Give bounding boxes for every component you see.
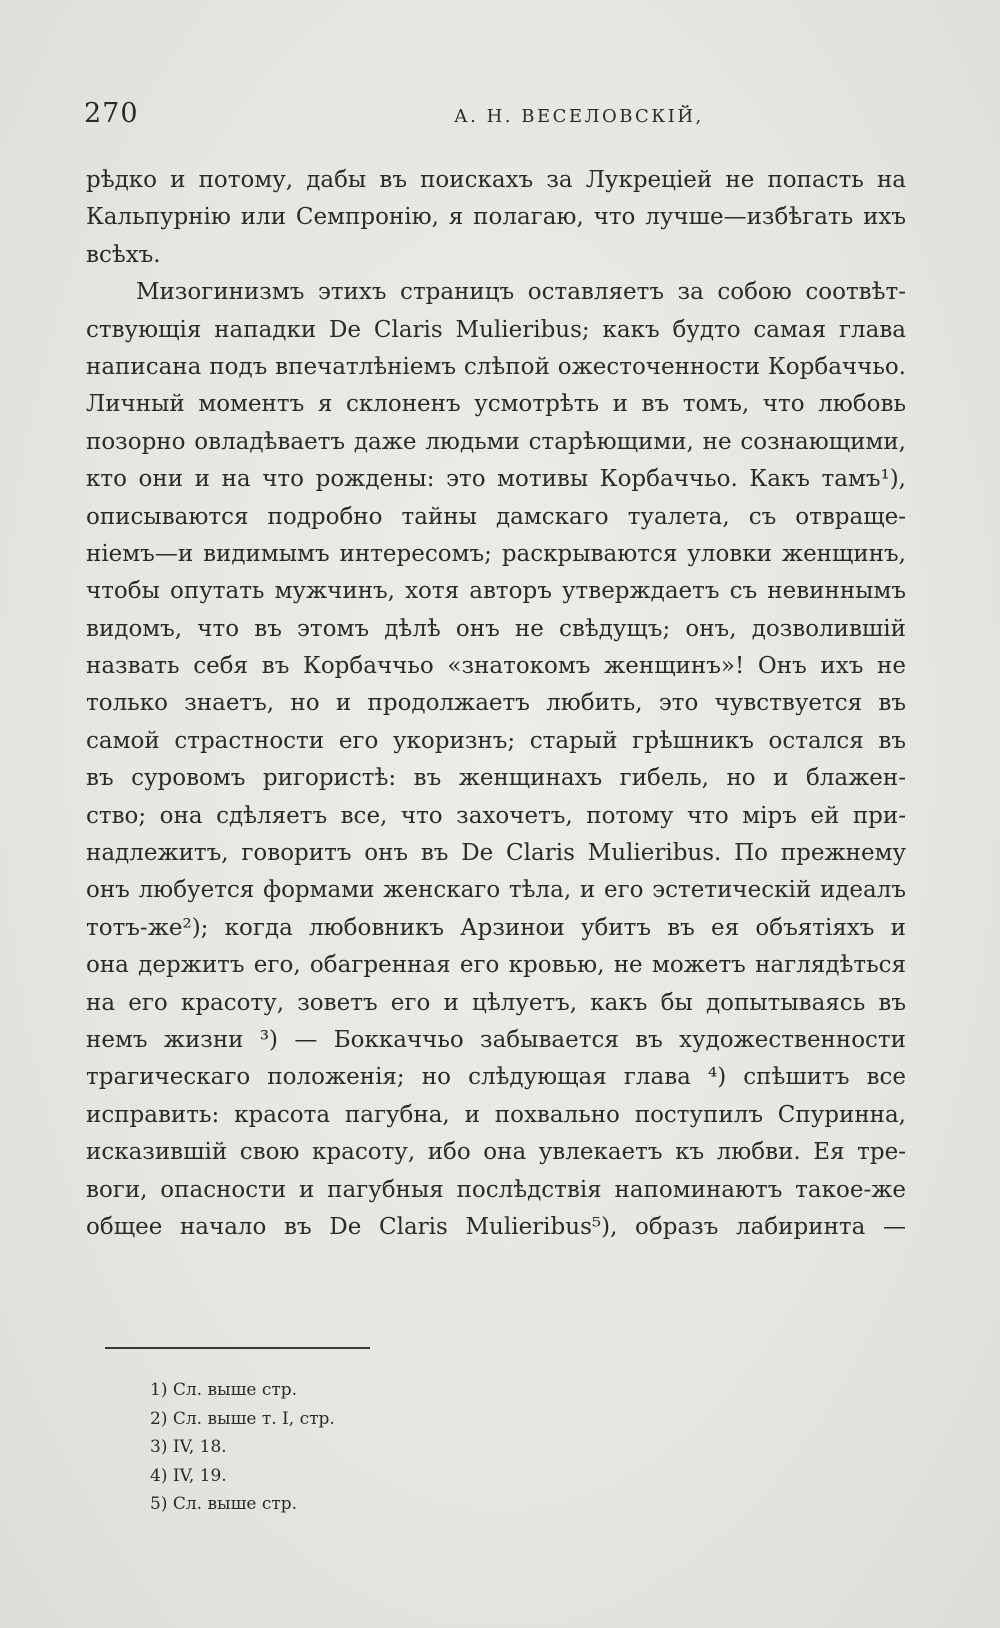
running-head: А. Н. ВЕСЕЛОВСКІЙ, (454, 106, 704, 127)
text-line: самой страстности его укоризнъ; старый грѣшникъ остался въ (86, 727, 906, 754)
text-line: въ суровомъ ригористѣ: въ женщинахъ гибель, но и блажен- (86, 765, 906, 792)
text-line: кто они и на что рождены: это мотивы Корбаччьо. Какъ тамъ¹), (86, 466, 906, 493)
text-line: тотъ-же²); когда любовникъ Арзинои убитъ въ ея объятіяхъ и (86, 914, 906, 941)
text-line: общее начало въ De Claris Mulieribus⁵), образъ лабиринта — (86, 1213, 906, 1240)
text-line: она держитъ его, обагренная его кровью, не можетъ наглядѣться (86, 952, 906, 979)
page-header (84, 98, 904, 138)
text-line: Личный моментъ я склоненъ усмотрѣть и въ томъ, что любовь (86, 391, 906, 418)
text-line: чтобы опутать мужчинъ, хотя авторъ утверждаетъ съ невиннымъ (86, 578, 906, 605)
text-line: онъ любуется формами женскаго тѣла, и его эстетическій идеалъ (86, 877, 906, 904)
text-line: ствующія нападки De Claris Mulieribus; какъ будто самая глава (86, 316, 906, 343)
text-line: видомъ, что въ этомъ дѣлѣ онъ не свѣдущъ; онъ, дозволившій (86, 615, 906, 642)
text-line: всѣхъ. (86, 241, 161, 268)
footnote: 4) IV, 19. (150, 1465, 227, 1486)
text-line: описываются подробно тайны дамскаго туалета, съ отвраще- (86, 503, 906, 530)
footnote-divider (105, 1347, 370, 1349)
text-line: написана подъ впечатлѣніемъ слѣпой ожесточенности Корбаччьо. (86, 353, 906, 380)
footnote: 5) Сл. выше стр. (150, 1494, 298, 1514)
text-line: ніемъ—и видимымъ интересомъ; раскрываются уловки женщинъ, (86, 540, 906, 567)
text-line: исправить: красота пагубна, и похвально поступилъ Спуринна, (86, 1101, 906, 1128)
footnote: 1) Сл. выше стр. (150, 1380, 298, 1400)
text-line: рѣдко и потому, дабы въ поискахъ за Лукреціей не попасть на (86, 167, 906, 193)
text-line: Мизогинизмъ этихъ страницъ оставляетъ за собою соотвѣт- (136, 279, 906, 306)
body-text (86, 162, 906, 1246)
page-number: 270 (84, 98, 139, 129)
footnote: 2) Сл. выше т. I, стр. (150, 1408, 335, 1429)
text-line: надлежитъ, говоритъ онъ въ De Claris Mulieribus. По прежнему (86, 840, 906, 867)
text-line: позорно овладѣваетъ даже людьми старѣющими, не сознающими, (86, 428, 906, 455)
text-line: на его красоту, зоветъ его и цѣлуетъ, какъ бы допытываясь въ (86, 989, 906, 1016)
text-line: немъ жизни ³) — Боккаччьо забывается въ художественности (86, 1026, 906, 1053)
text-line: назвать себя въ Корбаччьо «знатокомъ женщинъ»! Онъ ихъ не (86, 653, 906, 680)
text-line: только знаетъ, но и продолжаетъ любить, это чувствуется въ (86, 690, 906, 717)
text-line: трагическаго положенія; но слѣдующая глава ⁴) спѣшитъ все (86, 1064, 906, 1091)
text-line: воги, опасности и пагубныя послѣдствія напоминаютъ такое-же (86, 1176, 906, 1203)
text-line: Кальпурнію или Семпронію, я полагаю, что лучше—избѣгать ихъ (86, 204, 906, 231)
footnote: 3) IV, 18. (150, 1437, 227, 1457)
text-line: исказившій свою красоту, ибо она увлекаетъ къ любви. Ея тре- (86, 1139, 906, 1166)
text-line: ство; она сдѣляетъ все, что захочетъ, потому что міръ ей при- (86, 802, 906, 829)
footnotes (150, 1376, 650, 1519)
